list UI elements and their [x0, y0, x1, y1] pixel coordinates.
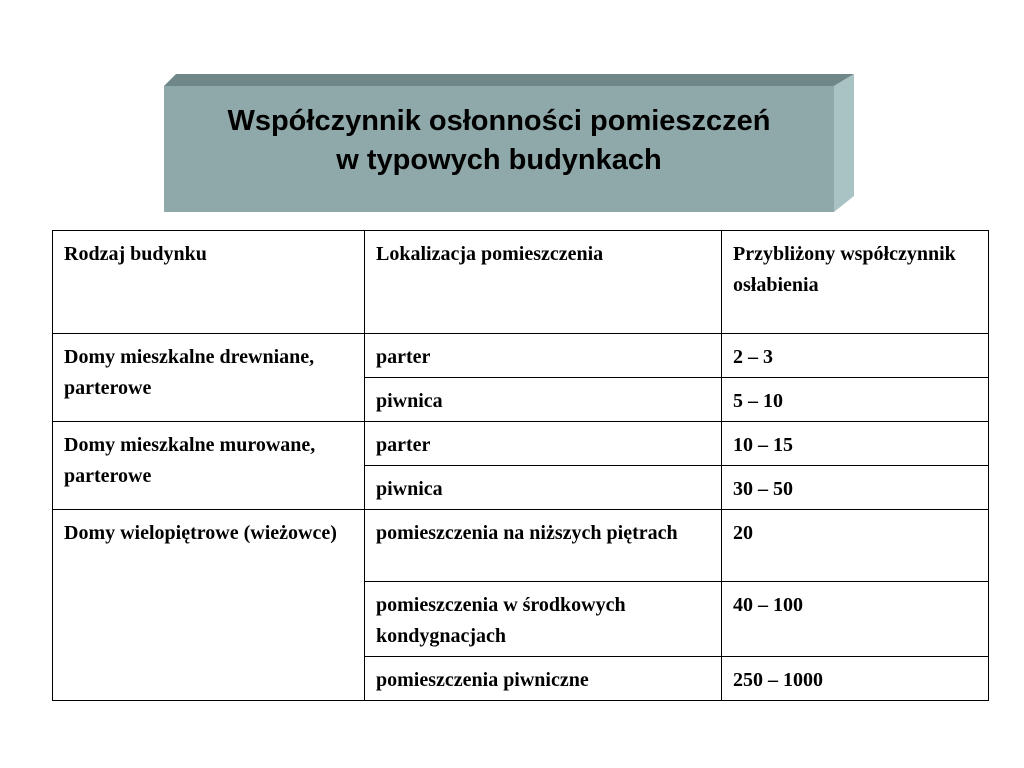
attenuation-factor-cell: 5 – 10	[722, 378, 989, 422]
title-box	[164, 74, 854, 214]
page-title-line-2: w typowych budynkach	[336, 144, 662, 176]
page-title	[164, 102, 834, 180]
attenuation-factor-cell: 20	[722, 510, 989, 582]
header-room-location: Lokalizacja pomieszczenia	[365, 231, 722, 334]
table-row	[53, 334, 989, 378]
room-location-cell: pomieszczenia piwniczne	[365, 657, 722, 701]
table-row	[53, 510, 989, 582]
attenuation-factor-cell: 2 – 3	[722, 334, 989, 378]
room-location-cell: parter	[365, 334, 722, 378]
table-row	[53, 422, 989, 466]
header-building-type: Rodzaj budynku	[53, 231, 365, 334]
attenuation-factor-cell: 10 – 15	[722, 422, 989, 466]
attenuation-factor-cell: 250 – 1000	[722, 657, 989, 701]
page-title-line-1: Współczynnik osłonności pomieszczeń	[227, 105, 771, 137]
building-type-cell: Domy mieszkalne murowane, parterowe	[53, 422, 365, 510]
room-location-cell: piwnica	[365, 378, 722, 422]
title-box-top-face	[164, 74, 854, 86]
room-location-cell: piwnica	[365, 466, 722, 510]
room-location-cell: parter	[365, 422, 722, 466]
room-location-cell: pomieszczenia na niższych piętrach	[365, 510, 722, 582]
attenuation-factor-cell: 30 – 50	[722, 466, 989, 510]
table-header-row	[53, 231, 989, 334]
attenuation-table	[52, 230, 989, 701]
header-attenuation-factor: Przybliżony współczynnik osłabienia	[722, 231, 989, 334]
building-type-cell: Domy wielopiętrowe (wieżowce)	[53, 510, 365, 701]
attenuation-factor-cell: 40 – 100	[722, 582, 989, 657]
building-type-cell: Domy mieszkalne drewniane, parterowe	[53, 334, 365, 422]
title-box-side-face	[834, 74, 854, 212]
room-location-cell: pomieszczenia w środkowych kondygnacjach	[365, 582, 722, 657]
